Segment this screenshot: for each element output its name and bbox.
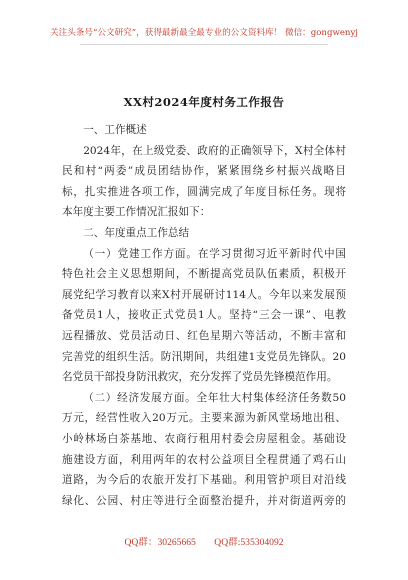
body-line: 名党员干部投身防汛救灾，充分发挥了党员先锋模范作用。 [62, 371, 338, 384]
body-line: 绿化、公园、村庄等进行全面整治提升，并对街道两旁的 [62, 494, 346, 507]
body-line: 完善党的组织生活。防汛期间，共组建1支党员先锋队。20 [62, 350, 346, 363]
body-line: 本年度主要工作情况汇报如下： [62, 206, 211, 219]
body-line: 远程播放、党员活动日、红色星期六等活动，不断丰富和 [62, 329, 346, 342]
header-divider [80, 44, 328, 45]
document-body [62, 120, 346, 511]
header-banner: 关注头条号“公文研究”，获得最新最全最专业的公文资料库！ 微信：gongwenyj [50, 28, 358, 38]
body-line: （二）经济发展方面。全年壮大村集体经济任务数50 [83, 391, 346, 404]
body-line: 一、工作概述 [83, 124, 147, 136]
footer-qq-group-2: QQ群:535304092 [214, 537, 284, 548]
body-line: 万元，经营性收入20万元。主要来源为新风堂场地出租、 [62, 412, 346, 425]
body-line: 民和村“两委”成员团结协作，紧紧围绕乡村振兴战略目 [62, 165, 346, 178]
footer [0, 534, 408, 548]
document-title: XX村2024年度村务工作报告 [123, 95, 285, 109]
body-line: 施建设方面，利用两年的农村公益项目全程贯通了鸡石山 [62, 453, 346, 466]
body-line: （一）党建工作方面。在学习贯彻习近平新时代中国 [83, 247, 346, 260]
footer-qq-group-1: QQ群：30265665 [124, 537, 196, 548]
body-line: 2024年，在上级党委、政府的正确领导下，X村全体村 [83, 144, 346, 157]
body-line: 标，扎实推进各项工作，圆满完成了年度目标任务。现将 [62, 185, 346, 198]
body-line: 备党员1人，接收正式党员1人。坚持“三会一课”、电教 [62, 309, 346, 322]
body-line: 展党纪学习教育以来X村开展研讨114人。今年以来发展预 [62, 288, 346, 301]
body-line: 小岭林场白茶基地、农商行租用村委会房屋租金。基础设 [62, 432, 346, 445]
body-line: 二、年度重点工作总结 [83, 226, 190, 239]
body-line: 道路，为今后的农旅开发打下基础。利用管护项目对沿线 [62, 474, 346, 487]
body-line: 特色社会主义思想期间，不断提高党员队伍素质，积极开 [62, 268, 346, 281]
